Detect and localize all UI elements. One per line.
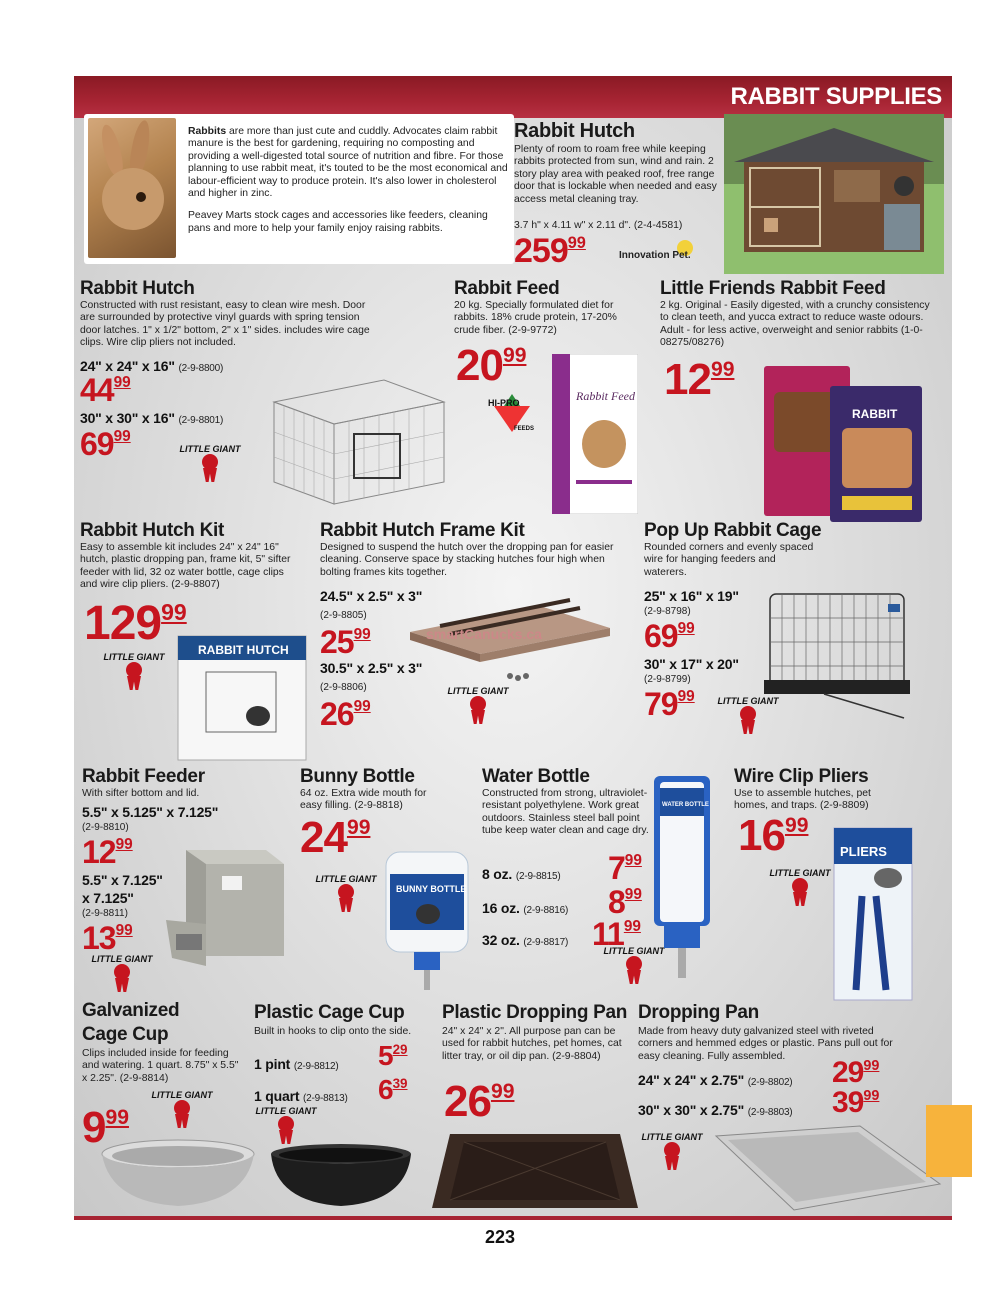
frame-kit-sku-1: (2-9-8805)	[320, 610, 367, 621]
frame-kit-image	[400, 592, 620, 692]
little-giant-logo: LITTLE GIANT	[102, 652, 166, 692]
wire-hutch-image	[254, 372, 454, 512]
hutch-kit-price: 12999	[84, 597, 187, 650]
watermark: smartCanucks.ca	[426, 626, 542, 642]
feeder-image	[166, 840, 296, 970]
feed-price: 2099	[456, 341, 527, 390]
hutch-kit-title: Rabbit Hutch Kit	[80, 520, 225, 541]
popup-size-2: 30" x 17" x 20"	[644, 656, 739, 672]
little-giant-logo: LITTLE GIANT	[602, 946, 666, 986]
svg-text:RABBIT HUTCH: RABBIT HUTCH	[198, 643, 289, 657]
header-bar	[74, 76, 952, 118]
popup-sku-2: (2-9-8799)	[644, 674, 691, 685]
hutch-wire-size-1: 24" x 24" x 16" (2-9-8800)	[80, 358, 224, 374]
plastic-cup-desc: Built in hooks to clip onto the side.	[254, 1026, 412, 1037]
water-bottle-price-2: 899	[608, 884, 642, 920]
dropping-pan-image	[710, 1124, 942, 1214]
hutch-top-desc: Plenty of room to roam free while keeping rabbits protected from sun, wind and rain. 2 story play area with peaked roof, free range door that is lockable when needed and easy access metal cleaning tray.	[514, 144, 717, 205]
frame-kit-sku-2: (2-9-8806)	[320, 682, 367, 693]
frame-kit-title: Rabbit Hutch Frame Kit	[320, 520, 525, 541]
little-giant-logo: LITTLE GIANT	[716, 696, 780, 736]
plastic-pan-image	[430, 1130, 640, 1212]
svg-text:BUNNY BOTTLE: BUNNY BOTTLE	[396, 884, 467, 894]
water-bottle-size-1: 8 oz. (2-9-8815)	[482, 866, 561, 882]
intro-text: Rabbits are more than just cute and cuddly. Advocates claim rabbit manure is the best for gardening, requiring no composting and providing a well-digested total source of nutrition and fibre. For those planning to use rabbit meat, it's touted to be the most economical and labour-efficient way to produce protein. It's also lower in cholesterol and higher in zinc. Peavey Marts stock cages and accessories like feeders, cleaning pans and more to help your family enjoy raising rabbits.	[188, 126, 508, 234]
hutch-kit-desc: Easy to assemble kit includes 24" x 24" 16" hutch, plastic dropping pan, frame kit, 5" sifter feeder with lid, 32 oz water bottle, cage clips and wire clip pliers. (2-9-8807)	[80, 542, 291, 591]
plastic-pan-title: Plastic Dropping Pan	[442, 1002, 628, 1023]
bunny-bottle-price: 2499	[300, 813, 371, 862]
galv-cup-price: 999	[82, 1103, 129, 1152]
rabbit-photo	[88, 118, 176, 258]
plastic-cup-size-2: 1 quart (2-9-8813)	[254, 1088, 348, 1104]
frame-kit-desc: Designed to suspend the hutch over the dropping pan for easier cleaning. Conserve space by stacking hutches four high when bolting frames kits together.	[320, 542, 614, 578]
popup-cage-image	[764, 584, 914, 724]
feeder-desc: With sifter bottom and lid.	[82, 788, 200, 799]
water-bottle-price-3: 1199	[592, 916, 641, 952]
little-giant-logo: LITTLE GIANT	[314, 874, 378, 914]
popup-price-1: 6999	[644, 618, 695, 654]
svg-text:PLIERS: PLIERS	[840, 844, 887, 859]
galv-cup-desc: Clips included inside for feeding and watering. 1 quart. 8.75" x 5.5" x 2.25". (2-9-8814)	[82, 1048, 239, 1084]
little-giant-logo: LITTLE GIANT	[640, 1132, 704, 1172]
hutch-top-title: Rabbit Hutch	[514, 120, 635, 142]
feeder-price-2: 1399	[82, 920, 133, 956]
hutch-wire-title: Rabbit Hutch	[80, 278, 195, 299]
popup-size-1: 25" x 16" x 19"	[644, 588, 739, 604]
hutch-top-image	[724, 114, 944, 274]
little-giant-logo: LITTLE GIANT	[254, 1106, 318, 1146]
water-bottle-size-2: 16 oz. (2-9-8816)	[482, 900, 569, 916]
plastic-pan-desc: 24" x 24" x 2". All purpose pan can be used for rabbit hutches, pet homes, cat litter tray, or oil dip pan. (2-9-8804)	[442, 1026, 622, 1062]
popup-desc: Rounded corners and evenly spaced wire for hanging feeders and waterers.	[644, 542, 814, 578]
page-title: RABBIT SUPPLIES	[730, 83, 942, 110]
popup-price-2: 7999	[644, 686, 695, 722]
bunny-bottle-image	[384, 846, 470, 992]
pliers-package-image	[832, 826, 914, 1002]
dropping-pan-price-2: 3999	[832, 1086, 880, 1119]
little-friends-title: Little Friends Rabbit Feed	[660, 278, 886, 299]
little-friends-price: 1299	[664, 355, 735, 404]
feeder-size-1: 5.5" x 5.125" x 7.125"	[82, 804, 219, 820]
galv-cup-title-1: Galvanized	[82, 1000, 180, 1021]
feeder-sku-1: (2-9-8810)	[82, 822, 129, 833]
little-giant-logo: LITTLE GIANT	[446, 686, 510, 726]
frame-kit-price-1: 2599	[320, 624, 371, 660]
plastic-cup-price-1: 529	[378, 1040, 408, 1071]
dropping-pan-size-2: 30" x 30" x 2.75" (2-9-8803)	[638, 1102, 793, 1118]
little-giant-logo: LITTLE GIANT	[178, 444, 242, 484]
dropping-pan-price-1: 2999	[832, 1056, 880, 1089]
dropping-pan-size-1: 24" x 24" x 2.75" (2-9-8802)	[638, 1072, 793, 1088]
svg-text:Innovation Pet.: Innovation Pet.	[619, 250, 691, 261]
bunny-bottle-title: Bunny Bottle	[300, 766, 415, 787]
page-number: 223	[484, 1227, 516, 1247]
svg-text:FEEDS: FEEDS	[514, 426, 535, 432]
water-bottle-price-1: 799	[608, 850, 642, 886]
hutch-wire-price-1: 4499	[80, 372, 131, 408]
section-tab	[926, 1105, 972, 1177]
plastic-pan-price: 2699	[444, 1077, 515, 1126]
dropping-pan-desc: Made from heavy duty galvanized steel with riveted corners and hemmed edges or plastic. Pans pull out for easy cleaning. Fully assembled.	[638, 1026, 893, 1062]
feeder-sku-2: (2-9-8811)	[82, 908, 128, 919]
catalog-page	[74, 76, 952, 1216]
popup-title: Pop Up Rabbit Cage	[644, 520, 822, 541]
pliers-price: 1699	[738, 811, 809, 860]
galv-cup-title-2: Cage Cup	[82, 1024, 169, 1045]
bunny-bottle-desc: 64 oz. Extra wide mouth for easy filling. (2-9-8818)	[300, 788, 427, 812]
hi-pro-logo	[484, 392, 540, 432]
popup-sku-1: (2-9-8798)	[644, 606, 691, 617]
plastic-cup-title: Plastic Cage Cup	[254, 1002, 405, 1023]
svg-text:RABBIT: RABBIT	[852, 407, 898, 421]
hutch-kit-box-image	[176, 632, 308, 764]
svg-text:Rabbit Feed: Rabbit Feed	[576, 389, 635, 403]
frame-kit-size-1: 24.5" x 2.5" x 3"	[320, 588, 423, 604]
frame-kit-price-2: 2699	[320, 696, 371, 732]
feeder-title: Rabbit Feeder	[82, 766, 205, 787]
hutch-wire-desc: Constructed with rust resistant, easy to clean wire mesh. Door are surrounded by protective vinyl guards with spring tension door latches. 1" x 1/2" bottom, 2" x 1" sides. includes wire cage clips. Wire clip pliers not included.	[80, 300, 370, 349]
pliers-title: Wire Clip Pliers	[734, 766, 869, 787]
svg-text:HI-PRO: HI-PRO	[488, 398, 520, 408]
hutch-top-spec: 3.7 h" x 4.11 w" x 2.11 d". (2-4-4581)	[514, 220, 683, 231]
plastic-cup-image	[268, 1142, 414, 1208]
frame-kit-size-2: 30.5" x 2.5" x 3"	[320, 660, 423, 676]
dropping-pan-title: Dropping Pan	[638, 1002, 759, 1023]
little-friends-desc: 2 kg. Original - Easily digested, with a crunchy consistency to clean teeth, and yucca extract to reduce waste odours. Adult - for less active, overweight and senior rabbits (1-0-08275/08276)	[660, 300, 930, 349]
feeder-size-2a: 5.5" x 7.125"	[82, 872, 163, 888]
svg-text:WATER BOTTLE: WATER BOTTLE	[662, 802, 709, 808]
water-bottle-size-3: 32 oz. (2-9-8817)	[482, 932, 569, 948]
feed-bag-image	[552, 354, 638, 514]
little-giant-logo: LITTLE GIANT	[150, 1090, 214, 1130]
plastic-cup-size-1: 1 pint (2-9-8812)	[254, 1056, 339, 1072]
plastic-cup-price-2: 639	[378, 1074, 408, 1105]
feeder-size-2b: x 7.125"	[82, 890, 134, 906]
hutch-wire-price-2: 6999	[80, 426, 131, 462]
feed-title: Rabbit Feed	[454, 278, 560, 299]
galv-cup-image	[100, 1138, 256, 1210]
intro-box	[84, 114, 514, 264]
little-giant-logo: LITTLE GIANT	[90, 954, 154, 994]
water-bottle-desc: Constructed from strong, ultraviolet-resistant polyethylene. Work great outdoors. Stainless steel ball point tube keep water clean and cage dry.	[482, 788, 649, 837]
innovation-pet-logo	[619, 238, 714, 264]
hutch-wire-size-2: 30" x 30" x 16" (2-9-8801)	[80, 410, 224, 426]
footer-line	[74, 1216, 952, 1220]
feed-desc: 20 kg. Specially formulated diet for rabbits. 18% crude protein, 17-20% crude fiber. (2-9-9772)	[454, 300, 617, 336]
pliers-desc: Use to assemble hutches, pet homes, and traps. (2-9-8809)	[734, 788, 871, 812]
water-bottle-image	[650, 774, 714, 980]
water-bottle-title: Water Bottle	[482, 766, 590, 787]
little-friends-bags-image	[760, 362, 930, 526]
hutch-top-price: 25999	[514, 232, 586, 270]
little-giant-logo: LITTLE GIANT	[768, 868, 832, 908]
feeder-price-1: 1299	[82, 834, 133, 870]
